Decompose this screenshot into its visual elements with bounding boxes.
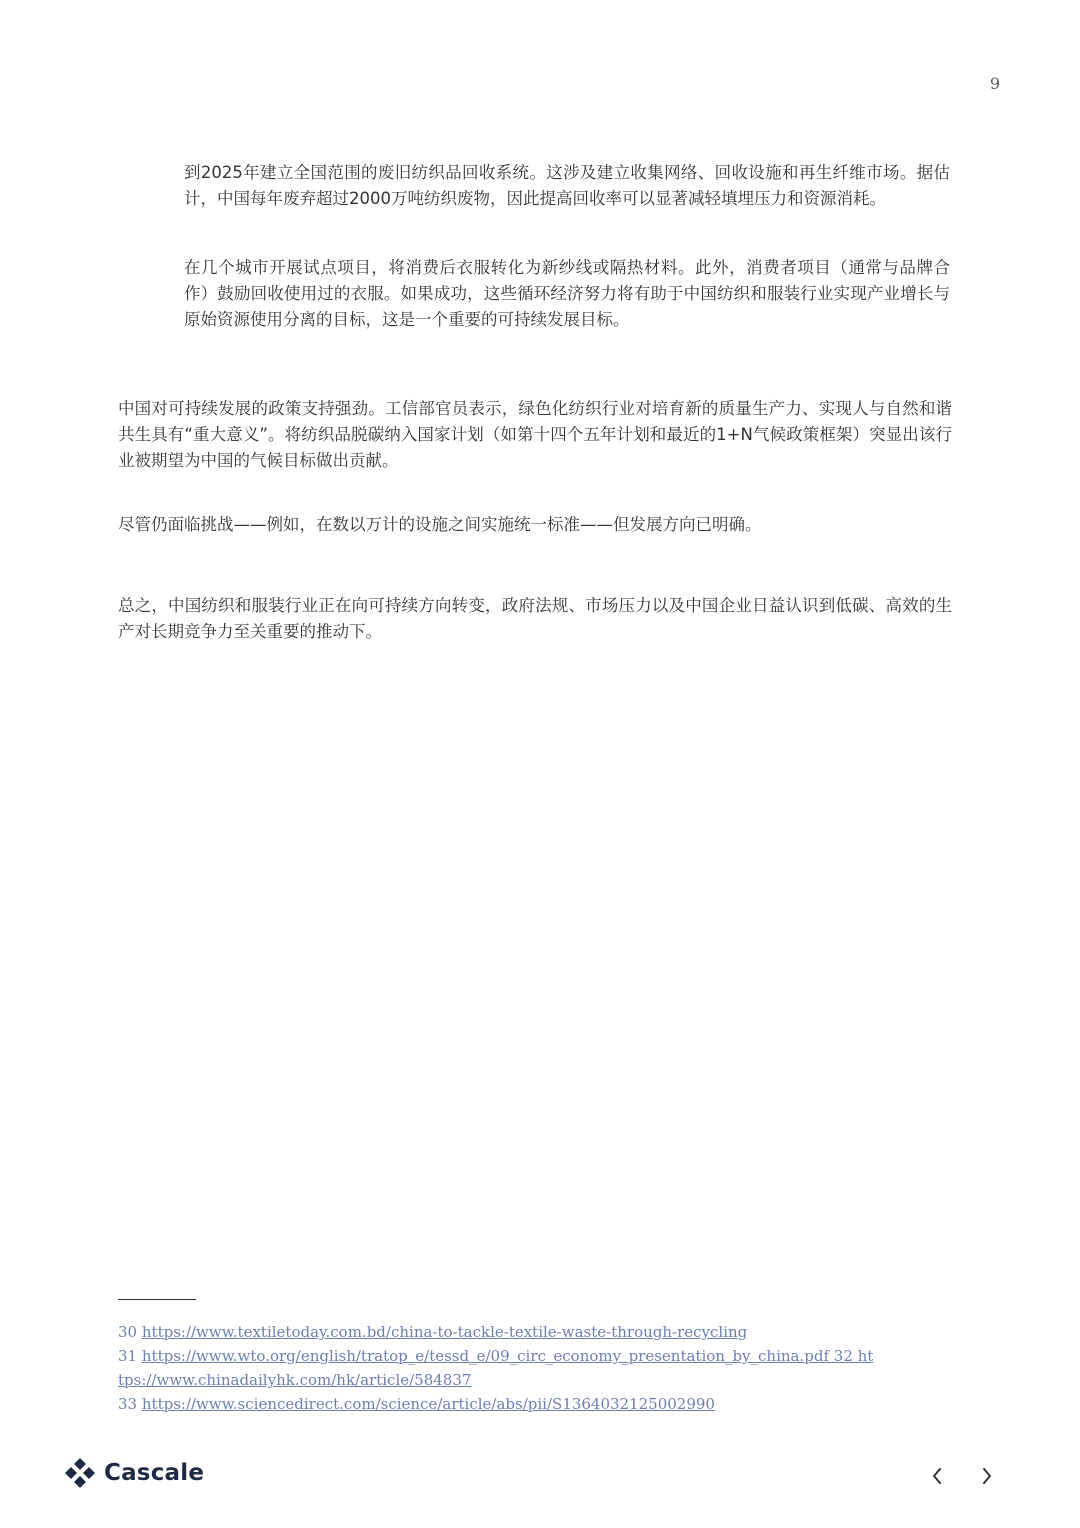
footnote-number: 30 — [118, 1323, 138, 1341]
body-paragraph: 在几个城市开展试点项目，将消费后衣服转化为新纱线或隔热材料。此外，消费者项目（通常与品牌合作）鼓励回收使用过的衣服。如果成功，这些循环经济努力将有助于中国纺织和服装行业实现产业增长与原始资源使用分离的目标，这是一个重要的可持续发展目标。 — [184, 258, 950, 329]
footnote-continuation — [118, 1368, 918, 1392]
footnote-number: 33 — [118, 1395, 138, 1413]
footnote-link[interactable]: tps://www.chinadailyhk.com/hk/article/584837 — [118, 1371, 472, 1389]
body-paragraph: 到2025年建立全国范围的废旧纺织品回收系统。这涉及建立收集网络、回收设施和再生纤维市场。据估计，中国每年废弃超过2000万吨纺织废物，因此提高回收率可以显著减轻填埋压力和资源消耗。 — [184, 163, 950, 208]
cascale-logo — [64, 1455, 204, 1491]
body-paragraph: 总之，中国纺织和服装行业正在向可持续方向转变，政府法规、市场压力以及中国企业日益认识到低碳、高效的生产对长期竞争力至关重要的推动下。 — [118, 596, 952, 641]
footnote — [118, 1392, 918, 1416]
previous-page-button[interactable] — [925, 1462, 949, 1490]
body-paragraph: 中国对可持续发展的政策支持强劲。工信部官员表示，绿色化纺织行业对培育新的质量生产力、实现人与自然和谐共生具有“重大意义”。将纺织品脱碳纳入国家计划（如第十四个五年计划和最近的1+N气候政策框架）突显出该行业被期望为中国的气候目标做出贡献。 — [118, 399, 952, 470]
footnotes — [118, 1320, 918, 1416]
footnote-link[interactable]: https://www.wto.org/english/tratop_e/tessd_e/09_circ_economy_presentation_by_china.pdf 32 ht — [141, 1347, 874, 1365]
footnote-divider — [118, 1299, 196, 1300]
footnote — [118, 1344, 918, 1368]
footnote-link[interactable]: https://www.textiletoday.com.bd/china-to-tackle-textile-waste-through-recycling — [141, 1323, 748, 1341]
footnote-link[interactable]: https://www.sciencedirect.com/science/article/abs/pii/S1364032125002990 — [141, 1395, 715, 1413]
chevron-left-icon — [930, 1466, 944, 1486]
next-page-button[interactable] — [975, 1462, 999, 1490]
body-paragraph: 尽管仍面临挑战——例如，在数以万计的设施之间实施统一标准——但发展方向已明确。 — [118, 515, 762, 534]
footnote — [118, 1320, 918, 1344]
cascale-logo-icon — [64, 1457, 96, 1489]
page-number: 9 — [989, 74, 1000, 93]
chevron-right-icon — [980, 1466, 994, 1486]
logo-text: Cascale — [104, 1460, 205, 1486]
footnote-number: 31 — [118, 1347, 138, 1365]
